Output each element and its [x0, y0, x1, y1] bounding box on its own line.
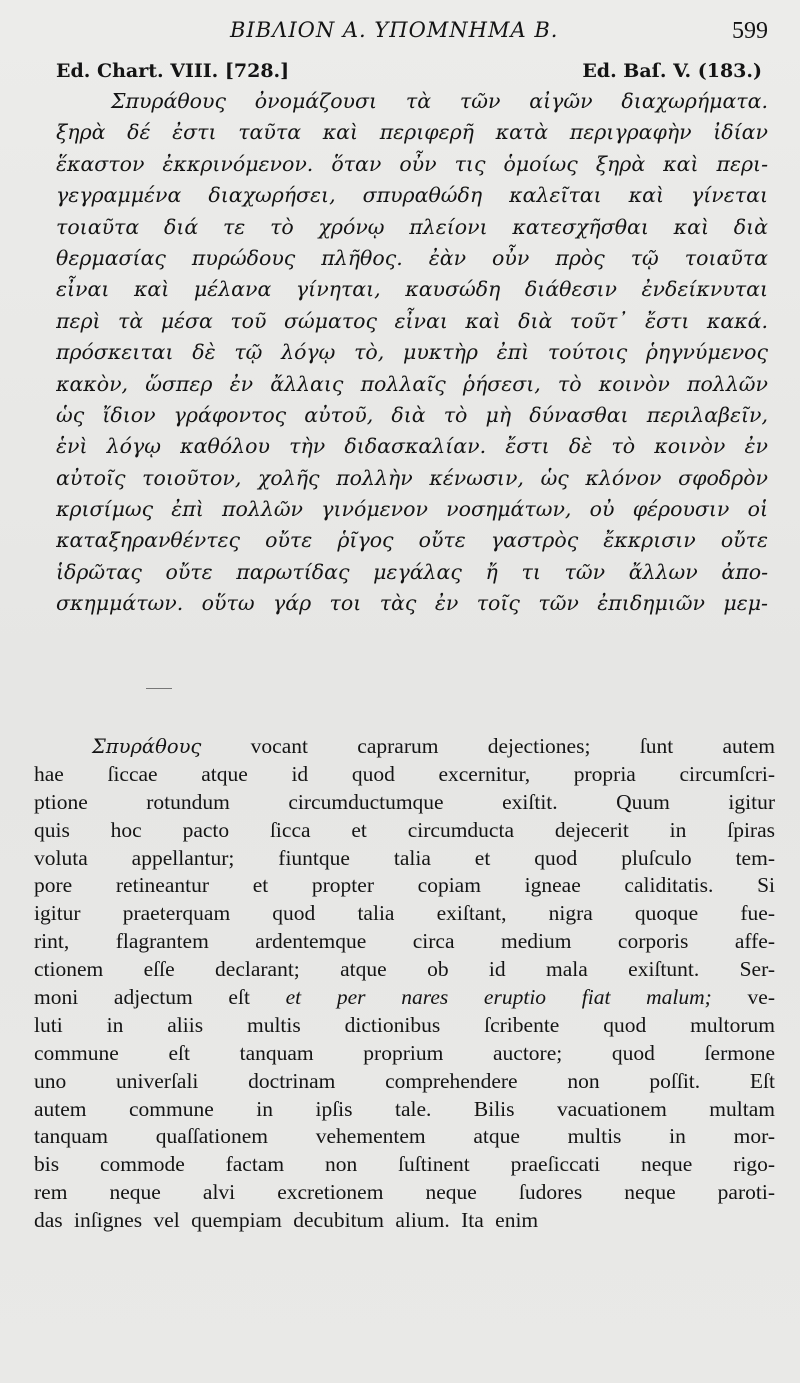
edition-reference-chartier: Ed. Chart. VIII. [728.]	[56, 60, 290, 82]
latin-line: pore retineantur et propter copiam igneae caliditatis. Si	[34, 873, 775, 898]
latin-translation-block	[34, 733, 775, 1235]
greek-line: ξηρὰ δέ ἐστι ταῦτα καὶ περιφερῆ κατὰ περιγραφὴν ἰδίαν	[56, 120, 768, 145]
greek-line: θερμασίας πυρώδους πλῆθος. ἐὰν οὖν πρὸς τῷ τοιαῦτα	[56, 245, 768, 270]
latin-line	[34, 984, 775, 1012]
greek-line: ὡς ἴδιον γράφοντος αὐτοῦ, διὰ τὸ μὴ δύνασθαι περιλαβεῖν,	[56, 402, 768, 427]
greek-line: κακὸν, ὥσπερ ἐν ἄλλαις πολλαῖς ῥήσεσι, τὸ κοινὸν πολλῶν	[56, 371, 768, 396]
greek-line: τοιαῦτα διά τε τὸ χρόνῳ πλείονι κατεσχῆσθαι καὶ διὰ	[56, 214, 768, 239]
section-divider	[146, 688, 172, 689]
latin-line: rem neque alvi excretionem neque ſudores neque paroti-	[34, 1180, 775, 1205]
latin-line: hae ſiccae atque id quod excernitur, propria circumſcri-	[34, 761, 775, 786]
greek-line: αὐτοῖς τοιοῦτον, χολῆς πολλὴν κένωσιν, ὡς κλόνον σφοδρὸν	[56, 465, 768, 490]
latin-line: commune eſt tanquam proprium auctore; quod ſermone	[34, 1040, 775, 1065]
latin-line: das inſignes vel quempiam decubitum alium. Ita enim	[34, 1208, 539, 1233]
latin-line: quis hoc pacto ſicca et circumducta dejecerit in ſpiras	[34, 817, 775, 842]
greek-line: καταξηρανθέντες οὔτε ῥῖγος οὔτε γαστρὸς ἔκκρισιν οὔτε	[56, 528, 768, 553]
greek-line: περὶ τὰ μέσα τοῦ σώματος εἶναι καὶ διὰ τοῦτ᾽ ἔστι κακά.	[56, 308, 768, 333]
latin-line: voluta appellantur; fiuntque talia et quod pluſculo tem-	[34, 845, 775, 870]
latin-line: igitur praeterquam quod talia exiſtant, nigra quoque fue-	[34, 901, 775, 926]
latin-line: rint, flagrantem ardentemque circa medium corporis affe-	[34, 929, 775, 954]
latin-line: bis commode factam non ſuſtinent praeſiccati neque rigo-	[34, 1152, 775, 1177]
latin-line: autem commune in ipſis tale. Bilis vacuationem multam	[34, 1096, 775, 1121]
greek-text-block	[56, 86, 768, 620]
latin-line: uno univerſali doctrinam comprehendere non poſſit. Eſt	[34, 1068, 775, 1093]
latin-line: tanquam quaſſationem vehementem atque multis in mor-	[34, 1124, 775, 1149]
greek-line: γεγραμμένα διαχωρήσει, σπυραθώδη καλεῖται καὶ γίνεται	[56, 183, 768, 208]
quoted-lemma: et per nares eruptio fiat malum;	[285, 985, 712, 1010]
greek-line: Σπυράθους ὀνομάζουσι τὰ τῶν αἰγῶν διαχωρήματα.	[111, 89, 768, 113]
latin-line: luti in aliis multis dictionibus ſcribente quod multorum	[34, 1012, 775, 1037]
latin-line-text: vocant caprarum dejectiones; ſunt autem	[250, 734, 775, 758]
page-number: 599	[732, 18, 768, 44]
greek-line: πρόσκειται δὲ τῷ λόγῳ τὸ, μυκτὴρ ἐπὶ τούτοις ῥηγνύμενος	[56, 340, 768, 365]
running-head: ΒΙΒΛΙΟΝ Α. ΥΠΟΜΝΗΜΑ Β.	[230, 18, 559, 42]
greek-line: εἶναι καὶ μέλανα γίνηται, καυσώδη διάθεσιν ἐνδείκνυται	[56, 277, 768, 302]
greek-line: ἕκαστον ἐκκρινόμενον. ὅταν οὖν τις ὁμοίως ξηρὰ καὶ περι-	[56, 151, 768, 176]
edition-reference-basel: Ed. Baſ. V. (183.)	[582, 60, 762, 82]
latin-line: ctionem eſſe declarant; atque ob id mala exiſtunt. Ser-	[34, 957, 775, 982]
greek-lemma: Σπυράθους	[92, 735, 202, 758]
latin-line-text: moni adjectum eſt	[34, 985, 250, 1010]
latin-line-text: ve-	[747, 985, 775, 1010]
greek-line: κρισίμως ἐπὶ πολλῶν γινόμενον νοσημάτων, οὐ φέρουσιν οἱ	[56, 497, 768, 522]
latin-line: ptione rotundum circumductumque exiſtit. Quum igitur	[34, 789, 775, 814]
latin-line	[34, 733, 775, 761]
greek-line: ἑνὶ λόγῳ καθόλου τὴν διδασκαλίαν. ἔστι δὲ τὸ κοινὸν ἐν	[56, 434, 768, 459]
greek-line: σκημμάτων. οὕτω γάρ τοι τὰς ἐν τοῖς τῶν ἐπιδημιῶν μεμ-	[56, 591, 768, 616]
greek-line: ἱδρῶτας οὔτε παρωτίδας μεγάλας ἤ τι τῶν ἄλλων ἀπο-	[56, 559, 768, 584]
